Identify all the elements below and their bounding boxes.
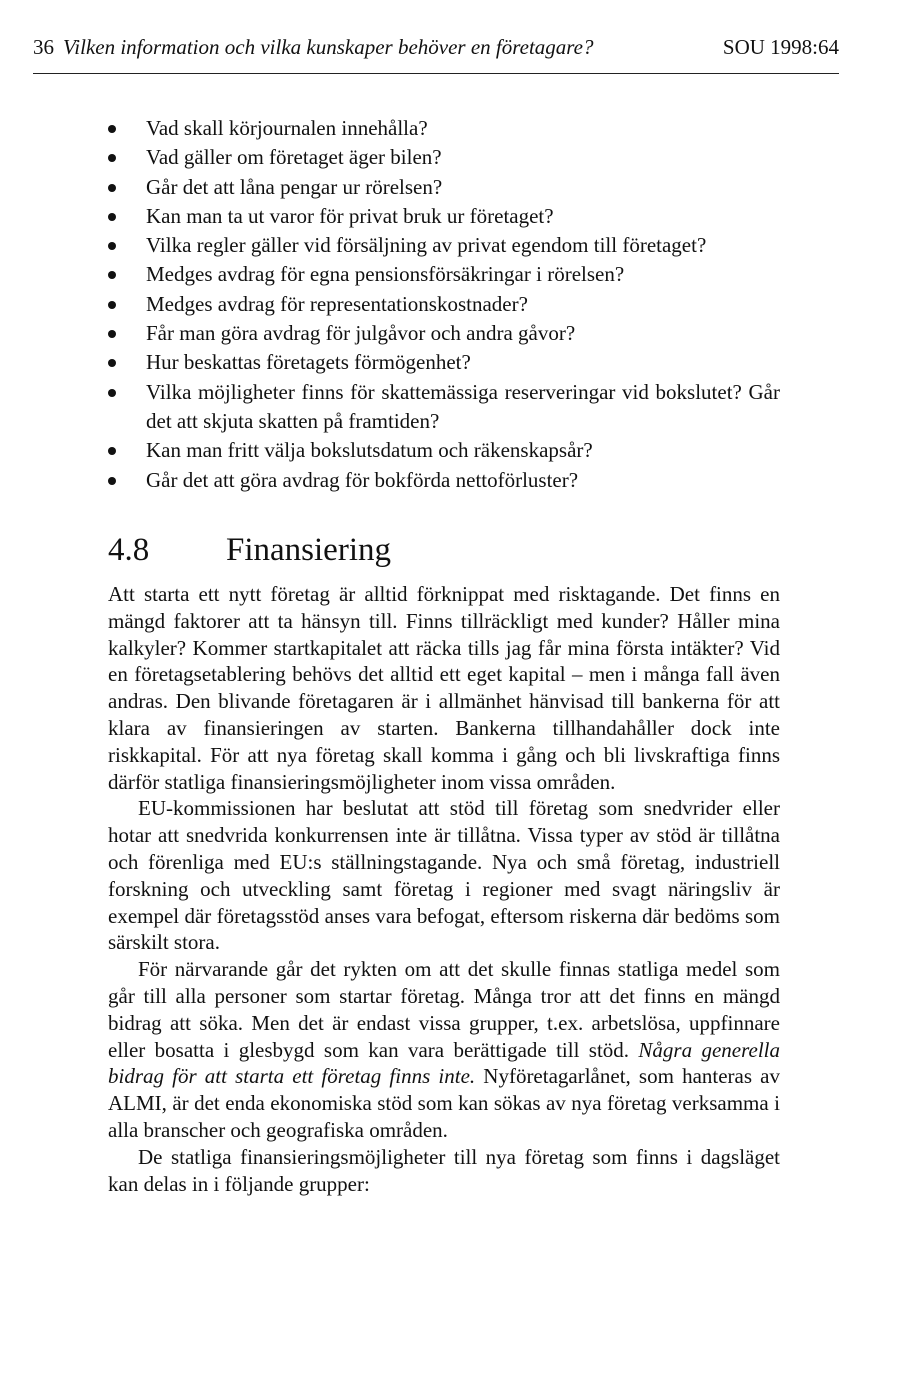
list-item: Vilka regler gäller vid försäljning av privat egendom till företaget? (108, 231, 780, 260)
paragraph: De statliga finansieringsmöjligheter till nya företag som finns i dagsläget kan delas in i följande grupper: (108, 1144, 780, 1196)
header-rule (33, 73, 839, 74)
paragraph: EU-kommissionen har beslutat att stöd till företag som snedvrider eller hotar att snedvrida konkurrensen inte är tillåtna. Vissa typer av stöd är tillåtna och förenliga med EU:s ställningstagande. Nya och små företag, industriell forskning och utveckling samt företag i regioner med svagt näringsliv är exempel där företagsstöd anses vara befogat, eftersom riskerna där bedöms som särskilt stora. (108, 796, 780, 955)
bullet-icon (108, 477, 116, 485)
list-item: Medges avdrag för egna pensionsförsäkringar i rörelsen? (108, 260, 780, 289)
paragraph: Att starta ett nytt företag är alltid förknippat med risktagande. Det finns en mängd faktorer att ta hänsyn till. Finns tillräckligt med kunder? Håller mina kalkyler? Kommer startkapitalet att räcka tills jag får mina första intäkter? Vid en företagsetablering behövs det alltid ett eget kapital – men i många fall även andras. Den blivande företagaren är i allmänhet hänvisad till bankerna för att klara av finansieringen av starten. Bankerna tillhandahåller dock inte riskkapital. För att nya företag skall komma i gång och bli livskraftiga finns därför statliga finansieringsmöjligheter inom vissa områden. (108, 582, 780, 794)
paragraph: För närvarande går det rykten om att det skulle finnas statliga medel som går till alla personer som startar företag. Många tror att det finns en mängd bidrag att söka. Men det är endast vissa grupper, t.ex. arbetslösa, uppfinnare eller bosatta i glesbygd som kan vara berättigade till stöd. Några generella bidrag för att starta ett företag finns inte. Nyföretagarlånet, som hanteras av ALMI, är det enda ekonomiska stöd som kan sökas av nya företag verksamma i alla branscher och geografiska områden. (108, 957, 780, 1142)
emphasis-text: Några generella bidrag för att starta ett företag finns inte. (108, 1037, 780, 1089)
section-heading (108, 528, 780, 572)
bullet-icon (108, 301, 116, 309)
list-item: Vad skall körjournalen innehålla? (108, 114, 780, 143)
page-number: 36 (33, 35, 54, 59)
bullet-icon (108, 154, 116, 162)
body-text (108, 581, 780, 1197)
bullet-icon (108, 125, 116, 133)
list-item: Vilka möjligheter finns för skattemässiga reserveringar vid bokslutet? Går det att skjuta skatten på framtiden? (108, 378, 780, 437)
bullet-icon (108, 242, 116, 250)
bullet-icon (108, 271, 116, 279)
section-title: Finansiering (226, 532, 391, 568)
bullet-icon (108, 389, 116, 397)
bullet-icon (108, 330, 116, 338)
list-item: Vad gäller om företaget äger bilen? (108, 143, 780, 172)
bullet-icon (108, 184, 116, 192)
publication-series: SOU 1998:64 (722, 35, 839, 59)
question-list (108, 114, 780, 495)
bullet-icon (108, 359, 116, 367)
list-item: Kan man ta ut varor för privat bruk ur företaget? (108, 202, 780, 231)
bullet-icon (108, 213, 116, 221)
list-item: Hur beskattas företagets förmögenhet? (108, 348, 780, 377)
running-header (33, 33, 839, 65)
list-item: Går det att låna pengar ur rörelsen? (108, 173, 780, 202)
section-number: 4.8 (108, 532, 150, 568)
list-item: Går det att göra avdrag för bokförda nettoförluster? (108, 466, 780, 495)
list-item: Kan man fritt välja bokslutsdatum och räkenskapsår? (108, 436, 780, 465)
list-item: Medges avdrag för representationskostnader? (108, 290, 780, 319)
bullet-icon (108, 447, 116, 455)
chapter-title: Vilken information och vilka kunskaper behöver en företagare? (63, 35, 594, 59)
list-item: Får man göra avdrag för julgåvor och andra gåvor? (108, 319, 780, 348)
